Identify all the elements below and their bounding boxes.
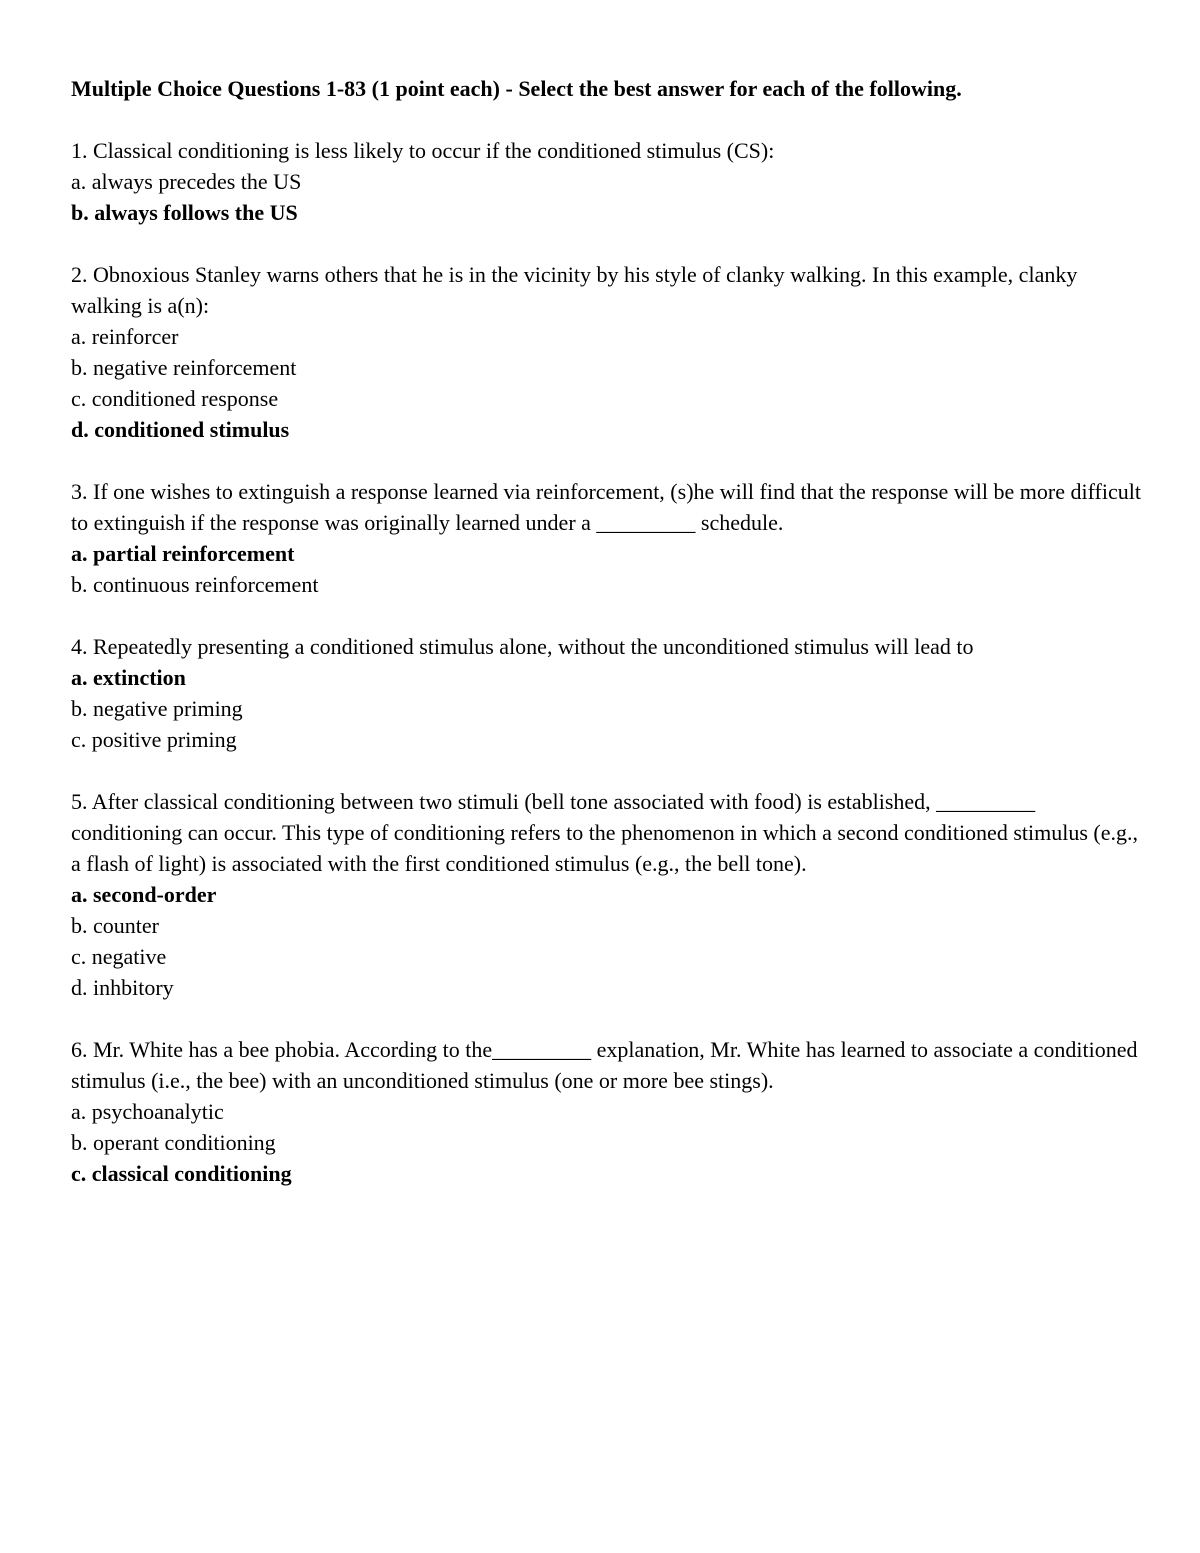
answer-option: c. classical conditioning bbox=[71, 1161, 292, 1186]
answer-option: c. positive priming bbox=[71, 727, 237, 752]
question-stem: 4. Repeatedly presenting a conditioned stimulus alone, without the unconditioned stimulus will lead to bbox=[71, 634, 974, 659]
question-5 bbox=[71, 786, 1151, 1003]
question-stem: 5. After classical conditioning between two stimuli (bell tone associated with food) is established, _________ conditioning can occur. This type of conditioning refers to the phenomenon in which a second conditioned stimulus (e.g., a flash of light) is associated with the first conditioned stimulus (e.g., the bell tone). bbox=[71, 789, 1138, 876]
question-6 bbox=[71, 1034, 1151, 1189]
question-4 bbox=[71, 631, 1151, 755]
question-3 bbox=[71, 476, 1151, 600]
answer-option: a. always precedes the US bbox=[71, 169, 302, 194]
question-2 bbox=[71, 259, 1151, 445]
instructions-heading: Multiple Choice Questions 1-83 (1 point each) - Select the best answer for each of the following. bbox=[71, 76, 962, 101]
question-stem: 3. If one wishes to extinguish a response learned via reinforcement, (s)he will find that the response will be more difficult to extinguish if the response was originally learned under a _________ schedule. bbox=[71, 479, 1141, 535]
answer-option: b. counter bbox=[71, 913, 159, 938]
answer-option: d. inhbitory bbox=[71, 975, 174, 1000]
question-stem: 1. Classical conditioning is less likely to occur if the conditioned stimulus (CS): bbox=[71, 138, 775, 163]
answer-option: a. extinction bbox=[71, 665, 186, 690]
answer-option: a. reinforcer bbox=[71, 324, 179, 349]
answer-option: a. psychoanalytic bbox=[71, 1099, 224, 1124]
question-stem: 6. Mr. White has a bee phobia. According to the_________ explanation, Mr. White has learned to associate a conditioned stimulus (i.e., the bee) with an unconditioned stimulus (one or more bee stings). bbox=[71, 1037, 1138, 1093]
answer-option: b. negative reinforcement bbox=[71, 355, 297, 380]
answer-option: b. negative priming bbox=[71, 696, 243, 721]
answer-option: a. second-order bbox=[71, 882, 217, 907]
answer-option: d. conditioned stimulus bbox=[71, 417, 290, 442]
answer-option: b. operant conditioning bbox=[71, 1130, 276, 1155]
answer-option: c. negative bbox=[71, 944, 167, 969]
answer-option: b. always follows the US bbox=[71, 200, 298, 225]
question-stem: 2. Obnoxious Stanley warns others that he is in the vicinity by his style of clanky walking. In this example, clanky walking is a(n): bbox=[71, 262, 1078, 318]
answer-option: b. continuous reinforcement bbox=[71, 572, 319, 597]
question-1 bbox=[71, 135, 1151, 228]
answer-option: c. conditioned response bbox=[71, 386, 279, 411]
answer-option: a. partial reinforcement bbox=[71, 541, 295, 566]
document-page bbox=[71, 73, 1151, 1220]
